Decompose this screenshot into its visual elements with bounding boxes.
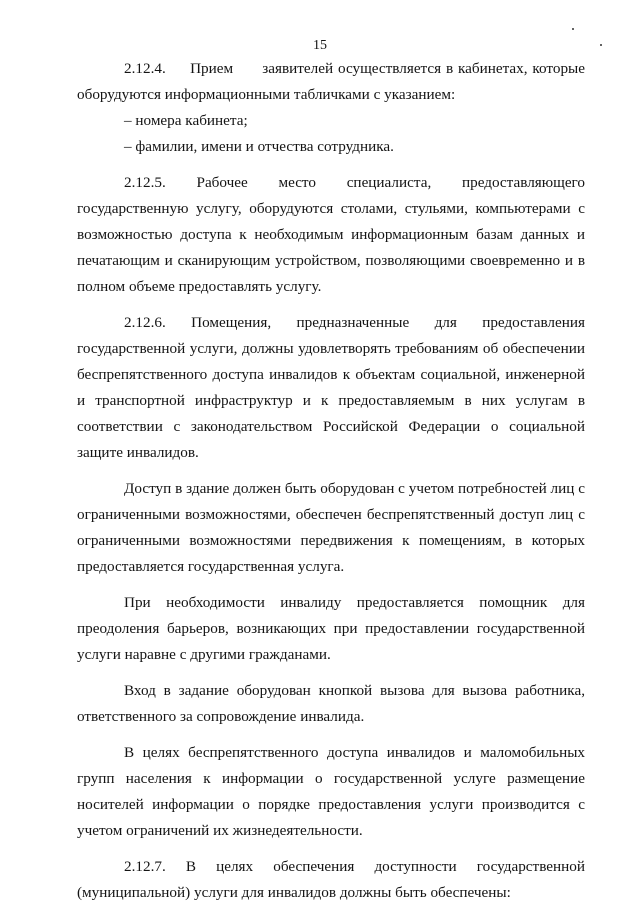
scan-speck [572, 28, 574, 30]
page-number: 15 [313, 38, 327, 53]
paragraph-call-button: Вход в задание оборудован кнопкой вызова для вызова работника, ответственного за сопровождение инвалида. [77, 682, 585, 725]
paragraph-assistant: При необходимости инвалиду предоставляется помощник для преодоления барьеров, возникающих при предоставлении государственной услуги наравне с другими гражданами. [77, 594, 585, 663]
paragraph-building-access: Доступ в здание должен быть оборудован с учетом потребностей лиц с ограниченными возможностями, обеспечен беспрепятственный доступ лиц с ограниченными возможностями передвижения к помещениям, в которых предоставляется государственная услуга. [77, 480, 585, 575]
paragraph-2-12-7: 2.12.7. В целях обеспечения доступности государственной (муниципальной) услуги для инвалидов должны быть обеспечены: [77, 858, 585, 901]
list-item-cabinet-number: – номера кабинета; [124, 112, 248, 129]
paragraph-2-12-6: 2.12.6. Помещения, предназначенные для предоставления государственной услуги, должны удовлетворять требованиям об обеспечении беспрепятственного доступа инвалидов к объектам социальной, инженерной и транспортной инфраструктур и к предоставляемым в них услугам в соответствии с законодательством Российской Федерации о социальной защите инвалидов. [77, 314, 585, 461]
paragraph-2-12-5: 2.12.5. Рабочее место специалиста, предоставляющего государственную услугу, оборудуются столами, стульями, компьютерами с возможностью доступа к необходимым информационным базам данных и печатающим и сканирующим устройством, позволяющими своевременно и в полном объеме предоставлять услугу. [77, 174, 585, 295]
list-item-employee-name: – фамилии, имени и отчества сотрудника. [124, 138, 394, 155]
scan-speck [600, 44, 602, 46]
document-body [77, 56, 585, 906]
paragraph-2-12-4: 2.12.4. Прием заявителей осуществляется в кабинетах, которые оборудуются информационными табличками с указанием: [77, 60, 585, 103]
paragraph-information-carriers: В целях беспрепятственного доступа инвалидов и маломобильных групп населения к информации о государственной услуге размещение носителей информации о порядке предоставления услуги производится с учетом ограничений их жизнедеятельности. [77, 744, 585, 839]
